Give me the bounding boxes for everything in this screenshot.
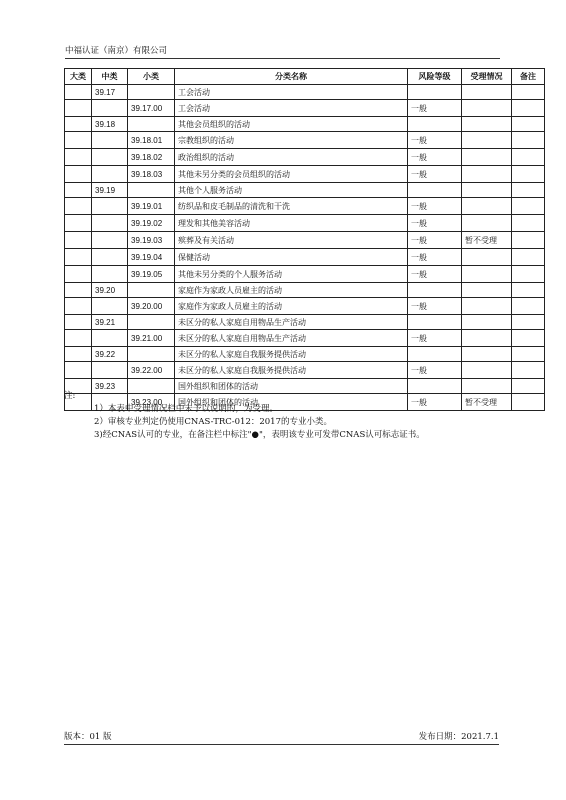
cell-remark — [512, 379, 545, 394]
cell-mid: 39.23 — [92, 379, 128, 394]
cell-status — [462, 85, 512, 100]
cell-risk: 一般 — [408, 266, 462, 283]
page-header — [65, 44, 500, 59]
cell-major — [65, 362, 92, 379]
col-risk: 风险等级 — [408, 69, 462, 85]
cell-risk: 一般 — [408, 166, 462, 183]
cell-remark — [512, 283, 545, 298]
table-row — [65, 85, 545, 100]
cell-remark — [512, 394, 545, 411]
table-row — [65, 330, 545, 347]
table-row — [65, 249, 545, 266]
cell-status: 暂不受理 — [462, 232, 512, 249]
cell-risk — [408, 183, 462, 198]
cell-small: 39.21.00 — [128, 330, 175, 347]
cell-major — [65, 232, 92, 249]
table-row — [65, 266, 545, 283]
cell-mid: 39.21 — [92, 315, 128, 330]
cell-major — [65, 132, 92, 149]
cell-status: 暂不受理 — [462, 394, 512, 411]
cell-major — [65, 266, 92, 283]
table-row — [65, 100, 545, 117]
cell-mid — [92, 362, 128, 379]
cell-risk: 一般 — [408, 100, 462, 117]
cell-name: 未区分的私人家庭自我服务提供活动 — [175, 362, 408, 379]
cell-status — [462, 132, 512, 149]
col-remark: 备注 — [512, 69, 545, 85]
cell-name: 保健活动 — [175, 249, 408, 266]
cell-major — [65, 149, 92, 166]
table-row — [65, 315, 545, 330]
cell-risk — [408, 283, 462, 298]
page-footer — [64, 730, 499, 745]
col-status: 受理情况 — [462, 69, 512, 85]
cell-small: 39.17.00 — [128, 100, 175, 117]
cell-mid: 39.20 — [92, 283, 128, 298]
cell-small: 39.18.03 — [128, 166, 175, 183]
cell-risk — [408, 85, 462, 100]
cell-small: 39.18.02 — [128, 149, 175, 166]
cell-status — [462, 266, 512, 283]
cell-status — [462, 347, 512, 362]
cell-mid — [92, 166, 128, 183]
cell-status — [462, 198, 512, 215]
cell-remark — [512, 198, 545, 215]
cell-mid — [92, 266, 128, 283]
col-name: 分类名称 — [175, 69, 408, 85]
cell-risk — [408, 315, 462, 330]
cell-small: 39.19.03 — [128, 232, 175, 249]
cell-risk — [408, 117, 462, 132]
cell-major — [65, 100, 92, 117]
cell-status — [462, 215, 512, 232]
cell-risk: 一般 — [408, 394, 462, 411]
cell-mid — [92, 100, 128, 117]
cell-name: 未区分的私人家庭自用物品生产活动 — [175, 330, 408, 347]
cell-remark — [512, 166, 545, 183]
cell-name: 政治组织的活动 — [175, 149, 408, 166]
cell-remark — [512, 117, 545, 132]
cell-mid — [92, 132, 128, 149]
cell-risk: 一般 — [408, 215, 462, 232]
table-row — [65, 232, 545, 249]
table-row — [65, 198, 545, 215]
company-name: 中福认证（南京）有限公司 — [65, 46, 168, 56]
cell-name: 工会活动 — [175, 85, 408, 100]
cell-major — [65, 85, 92, 100]
cell-major — [65, 166, 92, 183]
cell-remark — [512, 232, 545, 249]
cell-risk: 一般 — [408, 298, 462, 315]
release-date: 发布日期：2021.7.1 — [418, 732, 499, 742]
cell-small: 39.19.01 — [128, 198, 175, 215]
cell-mid: 39.18 — [92, 117, 128, 132]
cell-name: 殡葬及有关活动 — [175, 232, 408, 249]
cell-major — [65, 183, 92, 198]
cell-remark — [512, 183, 545, 198]
note-item: 1）本表中受理情况栏中未予以说明的，为受理。 — [94, 404, 278, 414]
cell-small: 39.22.00 — [128, 362, 175, 379]
cell-mid — [92, 149, 128, 166]
col-major: 大类 — [65, 69, 92, 85]
cell-risk: 一般 — [408, 232, 462, 249]
cell-status — [462, 149, 512, 166]
cell-major — [65, 347, 92, 362]
cell-risk: 一般 — [408, 132, 462, 149]
cell-name: 工会活动 — [175, 100, 408, 117]
cell-remark — [512, 266, 545, 283]
cell-risk: 一般 — [408, 362, 462, 379]
table-row — [65, 149, 545, 166]
cell-major — [65, 249, 92, 266]
cell-risk: 一般 — [408, 149, 462, 166]
col-small: 小类 — [128, 69, 175, 85]
cell-remark — [512, 149, 545, 166]
cell-remark — [512, 85, 545, 100]
cell-status — [462, 315, 512, 330]
cell-mid: 39.17 — [92, 85, 128, 100]
cell-small — [128, 347, 175, 362]
cell-small — [128, 315, 175, 330]
notes-title: 注: — [64, 391, 76, 401]
cell-mid — [92, 198, 128, 215]
table-row — [65, 298, 545, 315]
cell-major — [65, 330, 92, 347]
cell-small: 39.18.01 — [128, 132, 175, 149]
table-row — [65, 347, 545, 362]
cell-major — [65, 298, 92, 315]
cell-status — [462, 249, 512, 266]
cell-small: 39.19.04 — [128, 249, 175, 266]
table-row — [65, 183, 545, 198]
cell-remark — [512, 132, 545, 149]
cell-small — [128, 283, 175, 298]
cell-name: 家庭作为家政人员雇主的活动 — [175, 283, 408, 298]
table-header-row — [65, 69, 545, 85]
cell-remark — [512, 298, 545, 315]
cell-remark — [512, 362, 545, 379]
cell-status — [462, 183, 512, 198]
cell-remark — [512, 315, 545, 330]
cell-name: 纺织品和皮毛制品的清洗和干洗 — [175, 198, 408, 215]
cell-status — [462, 379, 512, 394]
cell-small: 39.19.05 — [128, 266, 175, 283]
cell-remark — [512, 330, 545, 347]
classification-table — [64, 68, 545, 411]
cell-status — [462, 330, 512, 347]
cell-status — [462, 166, 512, 183]
cell-name: 国外组织和团体的活动 — [175, 379, 408, 394]
cell-mid — [92, 232, 128, 249]
cell-risk: 一般 — [408, 330, 462, 347]
cell-name: 家庭作为家政人员雇主的活动 — [175, 298, 408, 315]
cell-name: 其他会员组织的活动 — [175, 117, 408, 132]
cell-mid: 39.22 — [92, 347, 128, 362]
cell-small — [128, 117, 175, 132]
cell-small — [128, 85, 175, 100]
cell-risk — [408, 347, 462, 362]
table-row — [65, 132, 545, 149]
cell-name: 其他未另分类的会员组织的活动 — [175, 166, 408, 183]
cell-risk: 一般 — [408, 198, 462, 215]
col-mid: 中类 — [92, 69, 128, 85]
cell-name: 未区分的私人家庭自用物品生产活动 — [175, 315, 408, 330]
cell-small: 39.23.00 — [128, 394, 175, 411]
cell-small — [128, 183, 175, 198]
cell-mid — [92, 215, 128, 232]
cell-risk: 一般 — [408, 249, 462, 266]
table-row — [65, 283, 545, 298]
cell-mid: 39.19 — [92, 183, 128, 198]
cell-name: 其他未另分类的个人服务活动 — [175, 266, 408, 283]
cell-major — [65, 198, 92, 215]
cell-small: 39.20.00 — [128, 298, 175, 315]
cell-remark — [512, 347, 545, 362]
cell-major — [65, 315, 92, 330]
cell-mid — [92, 249, 128, 266]
cell-name: 国外组织和团体的活动 — [175, 394, 408, 411]
notes-section — [64, 390, 425, 442]
table-row — [65, 166, 545, 183]
cell-mid — [92, 298, 128, 315]
cell-status — [462, 283, 512, 298]
cell-remark — [512, 100, 545, 117]
cell-major — [65, 215, 92, 232]
cell-status — [462, 362, 512, 379]
cell-status — [462, 117, 512, 132]
cell-remark — [512, 249, 545, 266]
cell-status — [462, 298, 512, 315]
note-item: 3)经CNAS认可的专业，在备注栏中标注"●"，表明该专业可发带CNAS认可标志证书。 — [94, 430, 425, 440]
cell-name: 未区分的私人家庭自我服务提供活动 — [175, 347, 408, 362]
cell-remark — [512, 215, 545, 232]
cell-name: 其他个人服务活动 — [175, 183, 408, 198]
table-row — [65, 117, 545, 132]
table-row — [65, 362, 545, 379]
cell-mid — [92, 330, 128, 347]
note-item: 2）审核专业判定仍使用CNAS-TRC-012：2017的专业小类。 — [94, 417, 332, 427]
cell-status — [462, 100, 512, 117]
table-body — [65, 85, 545, 411]
cell-name: 宗教组织的活动 — [175, 132, 408, 149]
cell-major — [65, 283, 92, 298]
table-row — [65, 215, 545, 232]
cell-major — [65, 117, 92, 132]
cell-small: 39.19.02 — [128, 215, 175, 232]
cell-name: 理发和其他美容活动 — [175, 215, 408, 232]
version-label: 版本：01 版 — [64, 732, 112, 742]
